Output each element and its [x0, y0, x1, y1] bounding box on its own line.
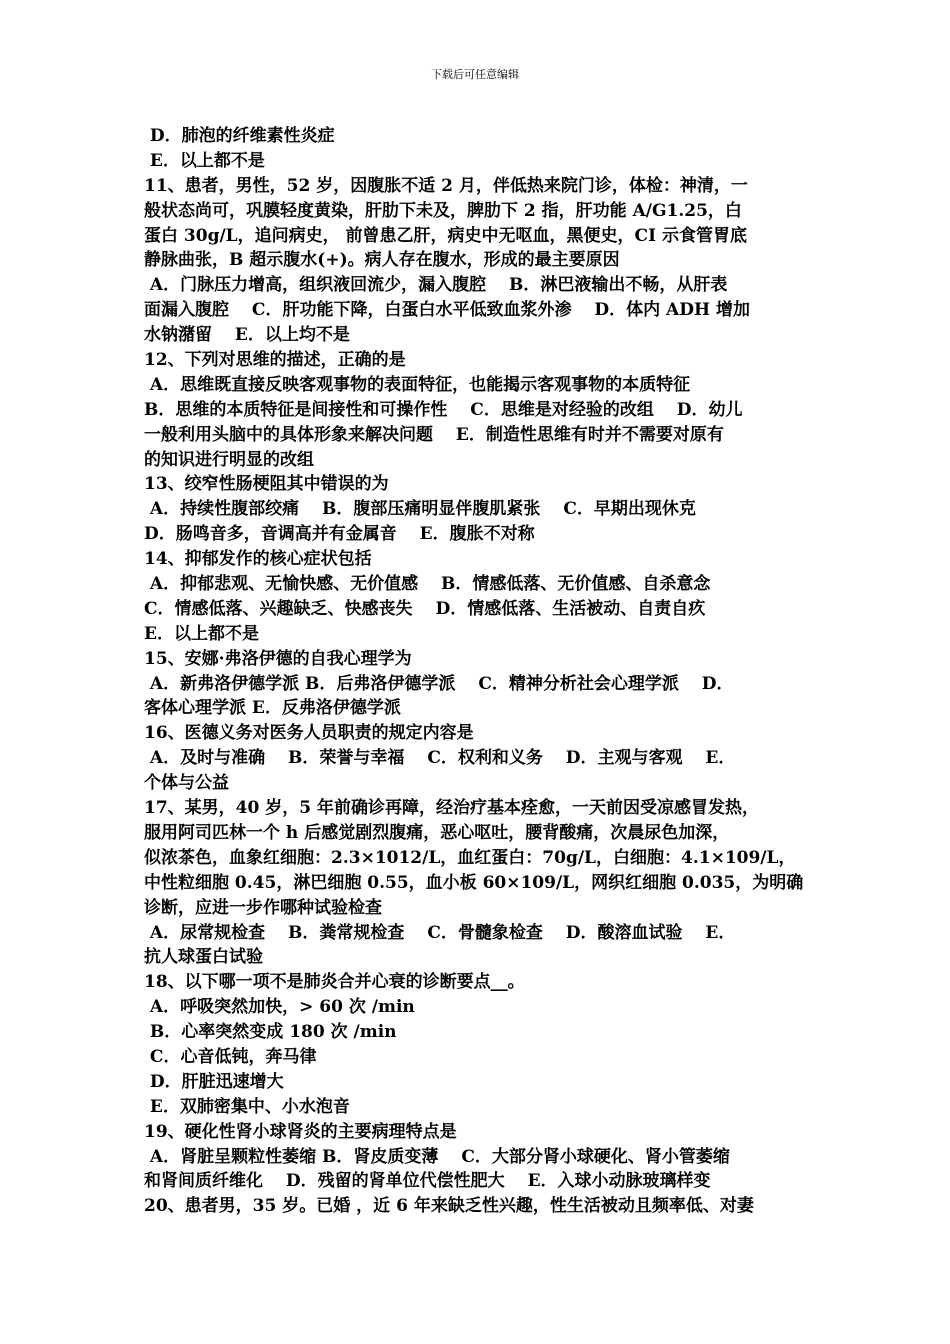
text-line: 抗人球蛋白试验	[144, 947, 263, 968]
text-line: 和肾间质纤维化 D．残留的肾单位代偿性肥大 E．入球小动脉玻璃样变	[144, 1171, 711, 1192]
text-line: 20、患者男，35 岁。已婚 ，近 6 年来缺乏性兴趣，性生活被动且频率低、对妻	[144, 1196, 754, 1217]
text-line: D．肠鸣音多，音调高并有金属音 E．腹胀不对称	[144, 524, 535, 545]
text-line: 蛋白 30g/L，追问病史， 前曾患乙肝，病史中无呕血，黑便史，CI 示食管胃底	[144, 225, 747, 246]
text-line: C．心音低钝，奔马律	[144, 1046, 317, 1067]
text-line: A．抑郁悲观、无愉快感、无价值感 B．情感低落、无价值感、自杀意念	[144, 574, 711, 595]
text-line: 的知识进行明显的改组	[144, 449, 314, 470]
text-line: 11、患者，男性，52 岁，因腹胀不适 2 月，伴低热来院门诊，体检：神清，一	[144, 175, 748, 196]
text-line: 14、抑郁发作的核心症状包括	[144, 549, 372, 570]
text-line: A．新弗洛伊德学派 B．后弗洛伊德学派 C．精神分析社会心理学派 D．	[144, 673, 734, 694]
text-line: 17、某男，40 岁，5 年前确诊再障，经治疗基本痊愈，一天前因受凉感冒发热，	[144, 798, 759, 819]
text-line: B．心率突然变成 180 次 /min	[144, 1022, 397, 1043]
text-line: 客体心理学派 E．反弗洛伊德学派	[144, 698, 401, 719]
text-line: D．肺泡的纤维素性炎症	[144, 126, 335, 146]
text-line: A．思维既直接反映客观事物的表面特征，也能揭示客观事物的本质特征	[144, 374, 691, 395]
text-line: A．肾脏呈颗粒性萎缩 B．肾皮质变薄 C．大部分肾小球硬化、肾小管萎缩	[144, 1146, 730, 1167]
text-line: 12、下列对思维的描述，正确的是	[144, 350, 406, 371]
text-line: 水钠潴留 E．以上均不是	[144, 325, 350, 346]
text-line: 18、以下哪一项不是肺炎合并心衰的诊断要点__。	[144, 972, 525, 993]
text-line: 似浓茶色，血象红细胞：2.3×1012/L，血红蛋白：70g/L，白细胞：4.1×109/L，	[144, 847, 796, 868]
text-line: 16、医德义务对医务人员职责的规定内容是	[144, 723, 474, 744]
text-line: 个体与公益	[144, 773, 229, 794]
text-line: 一般利用头脑中的具体形象来解决问题 E．制造性思维有时并不需要对原有	[144, 424, 724, 445]
page-header: 下载后可任意编辑	[431, 68, 519, 81]
text-line: 诊断，应进一步作哪种试验检查	[144, 897, 382, 918]
text-line: 15、安娜·弗洛伊德的自我心理学为	[144, 648, 412, 669]
text-line: E．双肺密集中、小水泡音	[144, 1096, 350, 1117]
text-line: D．肝脏迅速增大	[144, 1071, 284, 1092]
text-line: 般状态尚可，巩膜轻度黄染，肝肋下未及，脾肋下 2 指，肝功能 A/G1.25，白	[144, 200, 742, 221]
text-line: A．持续性腹部绞痛 B．腹部压痛明显伴腹肌紧张 C．早期出现休克	[144, 499, 696, 520]
text-line: B．思维的本质特征是间接性和可操作性 C．思维是对经验的改组 D．幼儿	[144, 399, 743, 420]
text-line: 19、硬化性肾小球肾炎的主要病理特点是	[144, 1121, 457, 1142]
text-line: 面漏入腹腔 C．肝功能下降，白蛋白水平低致血浆外渗 D．体内 ADH 增加	[144, 300, 750, 321]
text-line: 13、绞窄性肠梗阻其中错误的为	[144, 474, 389, 495]
text-line: C．情感低落、兴趣缺乏、快感丧失 D．情感低落、生活被动、自责自疚	[144, 598, 706, 619]
text-line: A．尿常规检查 B．粪常规检查 C．骨髓象检查 D．酸溶血试验 E．	[144, 922, 736, 943]
text-line: A．门脉压力增高，组织液回流少，漏入腹腔 B．淋巴液输出不畅，从肝表	[144, 275, 728, 296]
text-line: 中性粒细胞 0.45，淋巴细胞 0.55，血小板 60×109/L，网织红细胞 0.035，为明确	[144, 872, 804, 893]
document-body	[144, 124, 820, 1219]
text-line: E．以上都不是	[144, 150, 265, 171]
text-line: E．以上都不是	[144, 623, 259, 644]
text-line: 服用阿司匹林一个 h 后感觉剧烈腹痛，恶心呕吐，腰背酸痛，次晨尿色加深，	[144, 822, 730, 843]
text-line: A．及时与准确 B．荣誉与幸福 C．权利和义务 D．主观与客观 E．	[144, 748, 736, 769]
text-line: 静脉曲张，B 超示腹水(+)。病人存在腹水，形成的最主要原因	[144, 250, 620, 271]
text-line: A．呼吸突然加快，> 60 次 /min	[144, 997, 415, 1018]
